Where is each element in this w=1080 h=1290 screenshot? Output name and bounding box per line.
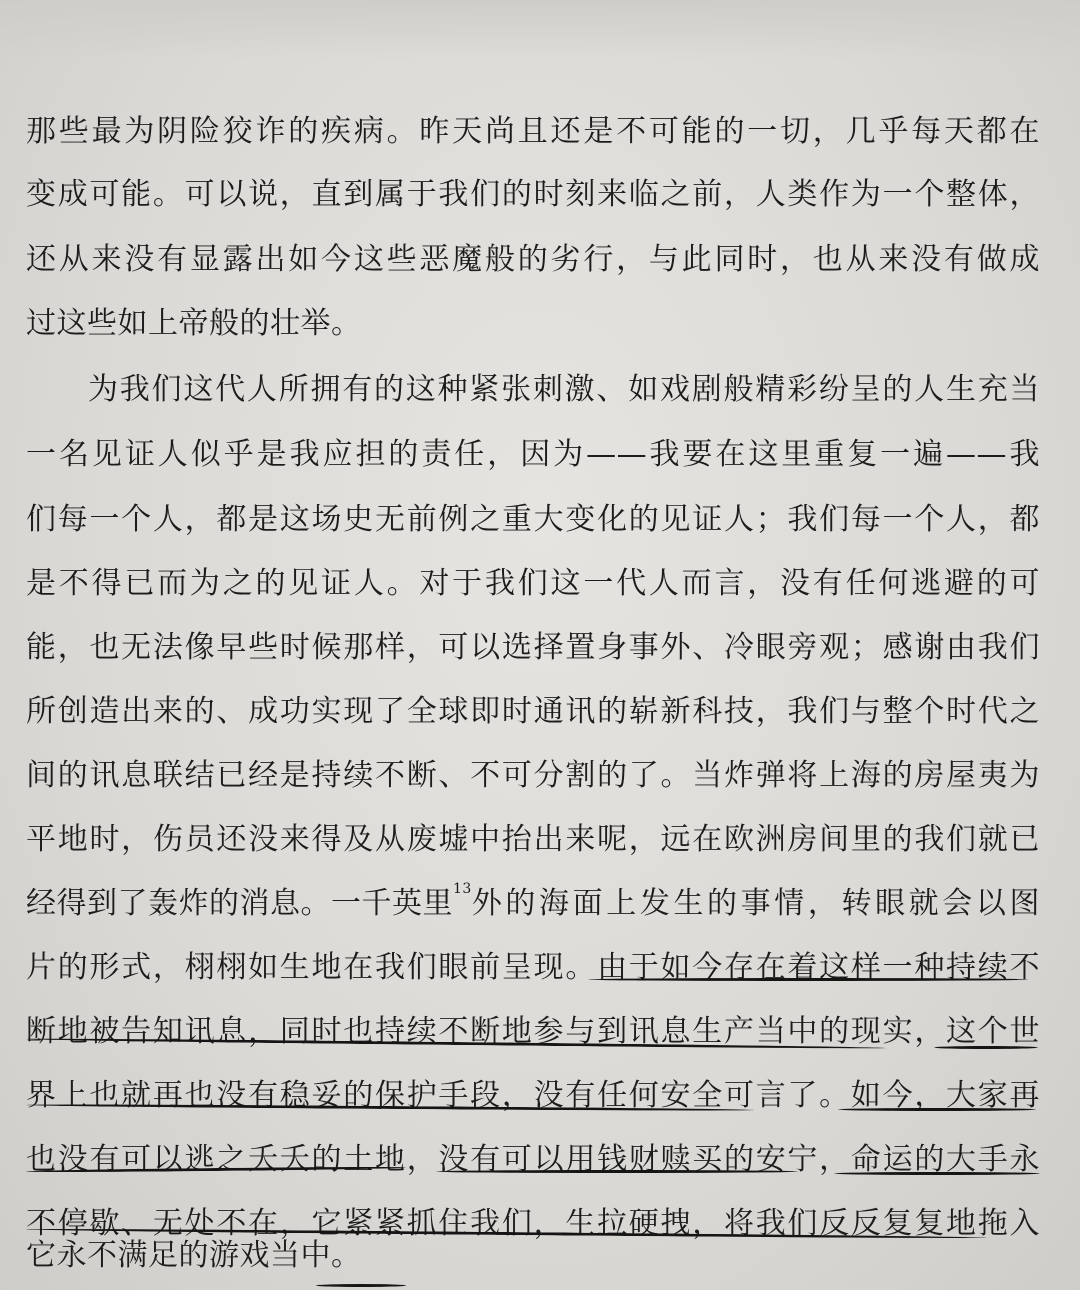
text-line: 间的讯息联结已经是持续不断、不可分割的了。当炸弹将上海的房屋夷为: [26, 758, 1040, 793]
text-segment: 经得到了轰炸的消息。一千英里: [26, 886, 453, 921]
text-line: 界上也就再也没有稳妥的保护手段，没有任何安全可言了。如今，大家再: [26, 1078, 1040, 1113]
text-line: 一名见证人似乎是我应担的责任，因为——我要在这里重复一遍——我: [26, 437, 1040, 472]
text-line: 那些最为阴险狡诈的疾病。昨天尚且还是不可能的一切，几乎每天都在: [26, 114, 1040, 149]
text-line: 们每一个人，都是这场史无前例之重大变化的见证人；我们每一个人，都: [26, 502, 1040, 537]
text-line: 断地被告知讯息，同时也持续不断地参与到讯息生产当中的现实，这个世: [26, 1014, 1040, 1049]
text-line: 过这些如上帝般的壮举。: [26, 306, 362, 341]
book-page: [26, 0, 1050, 1290]
text-line: 它永不满足的游戏当中。: [26, 1238, 362, 1273]
pen-underline: [436, 1170, 798, 1173]
text-line: 是不得已而为之的见证人。对于我们这一代人而言，没有任何逃避的可: [26, 566, 1040, 601]
pen-underline: [834, 1172, 1040, 1175]
text-line-with-footnote: [26, 874, 1040, 934]
text-line: 所创造出来的、成功实现了全球即时通讯的崭新科技，我们与整个时代之: [26, 694, 1040, 729]
text-line: 为我们这代人所拥有的这种紧张刺激、如戏剧般精彩纷呈的人生充当: [88, 372, 1040, 407]
text-line: 能，也无法像早些时候那样，可以选择置身事外、冷眼旁观；感谢由我们: [26, 630, 1040, 665]
pen-underline: [838, 1108, 1036, 1111]
text-line: 还从来没有显露出如今这些恶魔般的劣行，与此同时，也从来没有做成: [26, 242, 1040, 277]
text-line: 平地时，伤员还没来得及从废墟中抬出来呢，远在欧洲房间里的我们就已: [26, 822, 1040, 857]
text-line: 也没有可以逃之夭夭的土地，没有可以用钱财赎买的安宁，命运的大手永: [26, 1142, 1040, 1177]
text-line: 片的形式，栩栩如生地在我们眼前呈现。由于如今存在着这样一种持续不: [26, 950, 1040, 985]
text-segment: 外的海面上发生的事情，转眼就会以图: [471, 886, 1040, 921]
pen-underline: [316, 1284, 406, 1287]
pen-underline: [934, 1046, 1038, 1049]
text-line: 变成可能。可以说，直到属于我们的时刻来临之前，人类作为一个整体，: [26, 177, 1040, 212]
text-line: 不停歇、无处不在，它紧紧抓住我们，生拉硬拽，将我们反反复复地拖入: [26, 1206, 1040, 1241]
footnote-mark: 13: [453, 881, 472, 897]
pen-underline: [588, 978, 1028, 981]
